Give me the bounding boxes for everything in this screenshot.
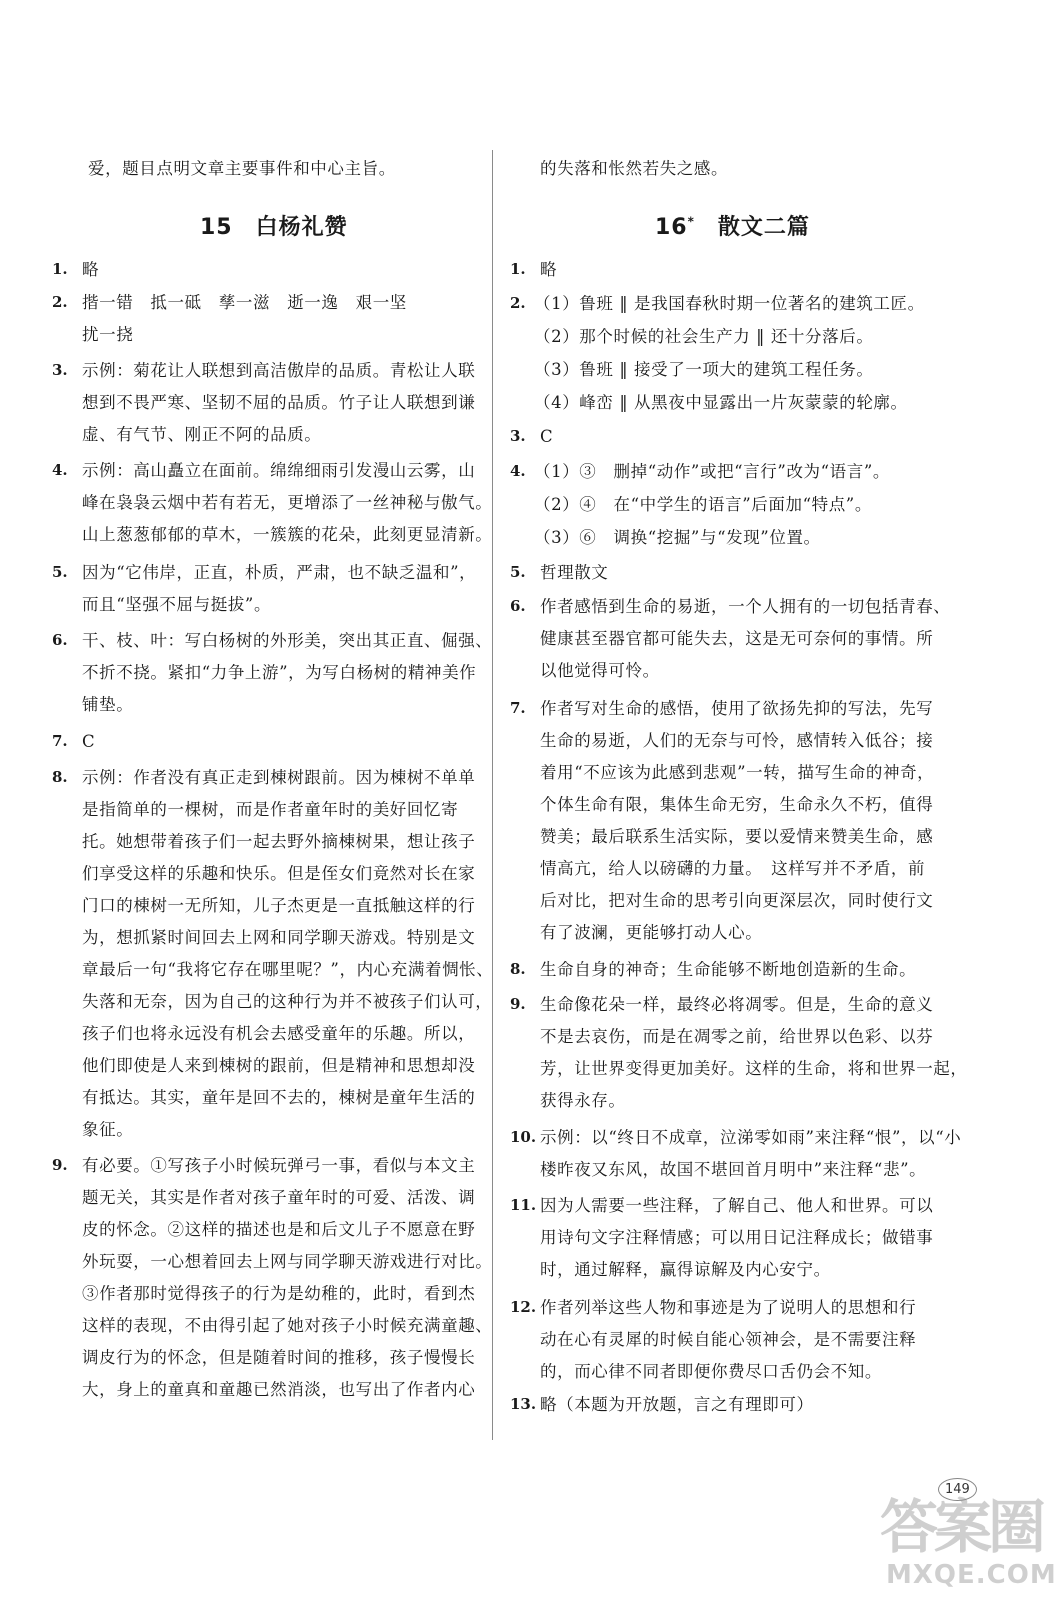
q-number: 5. [510, 563, 526, 581]
answer-line: 健康甚至器官都可能失去，这是无可奈何的事情。所 [540, 629, 934, 648]
title-star: * [687, 214, 695, 229]
answer-line: （3）⑥ 调换“挖掘”与“发现”位置。 [534, 528, 821, 547]
answer-line: 有了波澜，更能够打动人心。 [540, 923, 763, 942]
answer-line: 外玩耍，一心想着回去上网与同学聊天游戏进行对比。 [82, 1252, 493, 1271]
q-number: 4. [510, 462, 526, 480]
answer-line: ③作者那时觉得孩子的行为是幼稚的，此时，看到杰 [82, 1284, 476, 1303]
title-number: 16 [655, 215, 688, 240]
q-number: 11. [510, 1196, 537, 1214]
answer-line: 作者列举这些人物和事迹是为了说明人的思想和行 [540, 1298, 917, 1317]
answer-line: 失落和无奈，因为自己的这种行为并不被孩子们认可， [82, 992, 493, 1011]
answer-line: 示例：高山矗立在面前。绵绵细雨引发漫山云雾，山 [82, 461, 476, 480]
answer-line: （4）峰峦 ‖ 从黑夜中显露出一片灰蒙蒙的轮廓。 [534, 393, 908, 412]
left-continuation-line: 爱，题目点明文章主要事件和中心主旨。 [88, 159, 396, 178]
q-number: 3. [510, 427, 526, 445]
q-number: 3. [52, 361, 68, 379]
answer-line: 生命像花朵一样，最终必将凋零。但是，生命的意义 [540, 995, 934, 1014]
answer-line: （3）鲁班 ‖ 接受了一项大的建筑工程任务。 [534, 360, 874, 379]
answer-line: 这样的表现，不由得引起了她对孩子小时候充满童趣、 [82, 1316, 493, 1335]
column-divider [492, 150, 493, 1440]
q-number: 1. [510, 260, 526, 278]
answer-line: 峰在袅袅云烟中若有若无，更增添了一丝神秘与傲气。 [82, 493, 493, 512]
answer-line: 托。她想带着孩子们一起去野外摘棟树果，想让孩子 [82, 832, 476, 851]
q-number: 9. [510, 995, 526, 1013]
answer-line: 他们即使是人来到棟树的跟前，但是精神和思想却没 [82, 1056, 476, 1075]
answer-line: 山上葱葱郁郁的草木，一簇簇的花朵，此刻更显清新。 [82, 525, 493, 544]
answer-line: 门口的棟树一无所知，儿子杰更是一直抵触这样的行 [82, 896, 476, 915]
answer-line: 题无关，其实是作者对孩子童年时的可爱、活泼、调 [82, 1188, 476, 1207]
right-continuation-line: 的失落和怅然若失之感。 [540, 159, 729, 178]
answer-line: 因为“它伟岸，正直，朴质，严肃，也不缺乏温和”， [82, 563, 477, 582]
q-number: 9. [52, 1156, 68, 1174]
answer-line: C [82, 732, 96, 751]
answer-line: 示例：作者没有真正走到棟树跟前。因为棟树不单单 [82, 768, 476, 787]
section-title-16 [655, 210, 810, 241]
answer-line: C [540, 427, 554, 446]
section-title-15: 15 白杨礼赞 [200, 215, 348, 240]
watermark-url: MXQE.COM [886, 1560, 1057, 1590]
q-number: 1. [52, 260, 68, 278]
answer-line: 铺垫。 [82, 695, 134, 714]
watermark [880, 1450, 1060, 1600]
watermark-logo: 答案圈 [880, 1493, 1043, 1561]
answer-line: 时，通过解释，赢得谅解及内心安宁。 [540, 1260, 831, 1279]
answer-line: 虚、有气节、刚正不阿的品质。 [82, 425, 322, 444]
q-number: 10. [510, 1128, 537, 1146]
answer-line: 作者感悟到生命的易逝，一个人拥有的一切包括青春、 [540, 597, 951, 616]
answer-line: 情高亢，给人以磅礴的力量。 这样写并不矛盾，前 [540, 859, 926, 878]
answer-line: 后对比，把对生命的思考引向更深层次，同时使行文 [540, 891, 934, 910]
answer-line: 生命自身的神奇；生命能够不断地创造新的生命。 [540, 960, 917, 979]
answer-line: 干、枝、叶：写白杨树的外形美，突出其正直、倔强、 [82, 631, 493, 650]
answer-line: 用诗句文字注释情感；可以用日记注释成长；做错事 [540, 1228, 934, 1247]
answer-line: （1）鲁班 ‖ 是我国春秋时期一位著名的建筑工匠。 [534, 294, 925, 313]
answer-line: 皮的怀念。②这样的描述也是和后文儿子不愿意在野 [82, 1220, 476, 1239]
q-number: 13. [510, 1395, 537, 1413]
answer-line: 着用“不应该为此感到悲观”一转，描写生命的神奇， [540, 763, 935, 782]
q-number: 6. [52, 631, 68, 649]
answer-line: 不折不挠。紧扣“力争上游”，为写白杨树的精神美作 [82, 663, 477, 682]
answer-line: 哲理散文 [540, 563, 609, 582]
title-text: 散文二篇 [694, 215, 810, 240]
answer-line: 孩子们也将永远没有机会去感受童年的乐趣。所以， [82, 1024, 476, 1043]
answer-line: 是指简单的一棵树，而是作者童年时的美好回忆寄 [82, 800, 459, 819]
answer-line: （2）④ 在“中学生的语言”后面加“特点”。 [534, 495, 872, 514]
answer-line: 们享受这样的乐趣和快乐。但是侄女们竟然对长在家 [82, 864, 476, 883]
q-number: 8. [52, 768, 68, 786]
answer-line: 揩一错 抵一砥 孳一滋 逝一逸 艰一坚 [82, 293, 407, 312]
answer-line: 象征。 [82, 1120, 134, 1139]
answer-line: 个体生命有限，集体生命无穷，生命永久不朽，值得 [540, 795, 934, 814]
answer-line: 不是去哀伤，而是在凋零之前，给世界以色彩、以芬 [540, 1027, 934, 1046]
answer-line: 扰一挠 [82, 325, 134, 344]
q-number: 8. [510, 960, 526, 978]
answer-line: 略 [82, 260, 100, 279]
answer-line: 大，身上的童真和童趣已然消淡，也写出了作者内心 [82, 1380, 476, 1399]
answer-line: 因为人需要一些注释，了解自己、他人和世界。可以 [540, 1196, 934, 1215]
q-number: 4. [52, 461, 68, 479]
answer-line: 略 [540, 260, 558, 279]
answer-line: 芳，让世界变得更加美好。这样的生命，将和世界一起， [540, 1059, 968, 1078]
q-number: 7. [52, 732, 68, 750]
q-number: 5. [52, 563, 68, 581]
answer-line: 而且“坚强不屈与挺拔”。 [82, 595, 272, 614]
answer-line: 获得永存。 [540, 1091, 626, 1110]
answer-line: 章最后一句“我将它存在哪里呢？”，内心充满着惆怅、 [82, 960, 494, 979]
answer-line: 以他觉得可怜。 [540, 661, 660, 680]
q-number: 12. [510, 1298, 537, 1316]
answer-line: 有必要。①写孩子小时候玩弹弓一事，看似与本文主 [82, 1156, 476, 1175]
q-number: 6. [510, 597, 526, 615]
answer-line: 有抵达。其实，童年是回不去的，棟树是童年生活的 [82, 1088, 476, 1107]
answer-line: （2）那个时候的社会生产力 ‖ 还十分落后。 [534, 327, 874, 346]
answer-line: （1）③ 删掉“动作”或把“言行”改为“语言”。 [534, 462, 891, 481]
q-number: 2. [52, 293, 68, 311]
answer-line: 示例：以“终日不成章，泣涕零如雨”来注释“恨”，以“小 [540, 1128, 962, 1147]
answer-line: 动在心有灵犀的时候自能心领神会，是不需要注释 [540, 1330, 917, 1349]
answer-line: 生命的易逝，人们的无奈与可怜，感情转入低谷；接 [540, 731, 934, 750]
page-number: 149 [938, 1478, 977, 1501]
answer-line: 为，想抓紧时间回去上网和同学聊天游戏。特别是文 [82, 928, 476, 947]
answer-line: 作者写对生命的感悟，使用了欲扬先抑的写法，先写 [540, 699, 934, 718]
answer-line: 示例：菊花让人联想到高洁傲岸的品质。青松让人联 [82, 361, 476, 380]
answer-line: 赞美；最后联系生活实际，要以爱情来赞美生命，感 [540, 827, 934, 846]
q-number: 7. [510, 699, 526, 717]
answer-line: 的，而心律不同者即便你费尽口舌仍会不知。 [540, 1362, 882, 1381]
q-number: 2. [510, 294, 526, 312]
answer-line: 楼昨夜又东风，故国不堪回首月明中”来注释“悲”。 [540, 1160, 927, 1179]
answer-line: 调皮行为的怀念，但是随着时间的推移，孩子慢慢长 [82, 1348, 476, 1367]
answer-line: 略（本题为开放题，言之有理即可） [540, 1395, 814, 1414]
answer-line: 想到不畏严寒、坚韧不屈的品质。竹子让人联想到谦 [82, 393, 476, 412]
